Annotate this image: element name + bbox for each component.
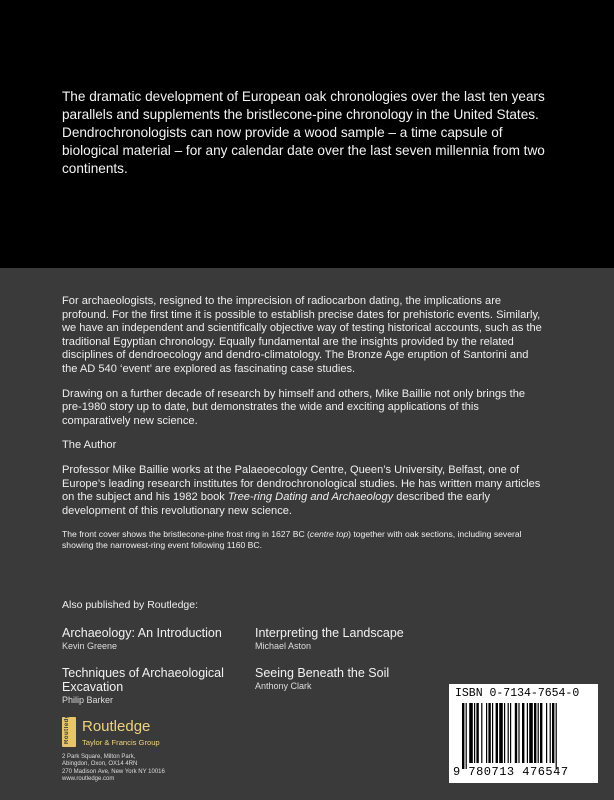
address-line: 2 Park Square, Milton Park, bbox=[62, 754, 136, 760]
barcode-panel bbox=[449, 684, 598, 783]
barcode-bar bbox=[510, 703, 511, 763]
barcode-number: 9 780713 476547 bbox=[453, 765, 569, 779]
intro-blurb: The dramatic development of European oak chronologies over the last ten years parallels and supplements the bristlecone-pine chronology in the United States. Dendrochronologists can now provide a wood sample – a time capsule of biological material – for any calendar date over the last seven millennia from two continents. bbox=[62, 89, 545, 176]
description-para-2: Drawing on a further decade of research by himself and others, Mike Baillie not only brings the pre-1980 story up to date, but demonstrates the wide and exciting applications of this comparatively new science. bbox=[62, 387, 526, 427]
book-entry bbox=[255, 666, 389, 692]
address-line: 270 Madison Ave, New York NY 10016 bbox=[62, 768, 165, 775]
cover-caption-end: ) together with oak sections, including several showing the narrowest-ring event following 1160 BC. bbox=[62, 529, 522, 551]
barcode-bar bbox=[496, 703, 498, 763]
book-author: Philip Barker bbox=[62, 695, 114, 705]
description bbox=[62, 295, 542, 562]
barcode-bar bbox=[546, 703, 547, 763]
barcode-bar bbox=[527, 703, 528, 763]
barcode-bar bbox=[462, 703, 464, 769]
also-published-heading: Also published by Routledge: bbox=[62, 599, 199, 611]
author-bio bbox=[62, 464, 542, 518]
book-author: Kevin Greene bbox=[62, 641, 118, 651]
barcode-bar bbox=[466, 703, 467, 769]
author-bio-start: Professor Mike Baillie works at the Palaeoecology Centre, Queen’s University, Belfast, one of Europe’s leading research institutes for dendrochronological studies. He has written many articles on the subject and his 1982 book bbox=[62, 463, 541, 504]
book-title: Archaeology: An Introduction bbox=[62, 626, 222, 640]
book-entry bbox=[62, 626, 222, 652]
barcode-bar bbox=[504, 703, 505, 763]
barcode-bar bbox=[469, 703, 473, 763]
barcode-bar bbox=[499, 703, 503, 763]
barcode-bar bbox=[552, 703, 554, 763]
barcode-bar bbox=[540, 703, 542, 763]
barcode-bar bbox=[486, 703, 487, 763]
barcode-bar bbox=[534, 703, 536, 763]
barcode-bar bbox=[508, 703, 509, 763]
barcode-bar bbox=[492, 703, 493, 763]
book-author: Anthony Clark bbox=[255, 681, 312, 691]
barcode-bar bbox=[518, 703, 519, 763]
book-author: Michael Aston bbox=[255, 641, 312, 651]
barcode-bar bbox=[538, 703, 539, 763]
publisher-address bbox=[62, 754, 165, 784]
barcode-bar bbox=[529, 703, 533, 763]
author-bio-end: described the early development of this revolutionary new science. bbox=[62, 491, 491, 517]
book-title: Techniques of Archaeological Excavation bbox=[62, 666, 224, 694]
cover-caption-emphasis: centre top bbox=[309, 529, 349, 540]
book-title: Interpreting the Landscape bbox=[255, 626, 404, 640]
publisher-group: Taylor & Francis Group bbox=[82, 738, 160, 747]
author-heading: The Author bbox=[62, 439, 117, 452]
barcode-bar bbox=[522, 703, 524, 763]
barcode-bar bbox=[474, 703, 475, 763]
barcode-bar bbox=[488, 703, 490, 763]
barcode-bar bbox=[481, 703, 482, 763]
cover-caption bbox=[62, 529, 542, 551]
description-para-1: For archaeologists, resigned to the imprecision of radiocarbon dating, the implications are profound. For the first time it is possible to establish precise dates for prehistoric events. Similarly, we have an independent and scientifically objective way of testing historical accounts, such as the traditional Egyptian chronology. Equally fundamental are the insights provided by the related disciplines of dendroecology and dendro-climatology. The Bronze Age eruption of Santorini and the AD 540 ‘event’ are explored as fascinating case studies. bbox=[62, 295, 542, 375]
isbn-label: ISBN 0-7134-7654-0 bbox=[455, 687, 580, 700]
publisher-name: Routledge bbox=[82, 718, 151, 735]
book-entry bbox=[62, 666, 242, 706]
author-book-title: Tree-ring Dating and Archaeology bbox=[227, 491, 394, 504]
barcode-bar bbox=[515, 703, 517, 763]
barcode-bar bbox=[476, 703, 478, 763]
address-line: Abingdon, Oxon, OX14 4RN bbox=[62, 761, 138, 768]
barcode-bar bbox=[550, 703, 551, 763]
routledge-mark-icon bbox=[62, 710, 76, 747]
cover-caption-start: The front cover shows the bristlecone-pine frost ring in 1627 BC ( bbox=[62, 529, 310, 540]
barcode-bar bbox=[556, 703, 557, 769]
address-line: www.routledge.com bbox=[62, 776, 115, 783]
logo-spine-text: Routledge bbox=[64, 710, 70, 744]
barcode-icon bbox=[462, 703, 586, 769]
book-entry bbox=[255, 626, 404, 652]
top-panel bbox=[0, 0, 614, 268]
book-title: Seeing Beneath the Soil bbox=[255, 666, 390, 680]
